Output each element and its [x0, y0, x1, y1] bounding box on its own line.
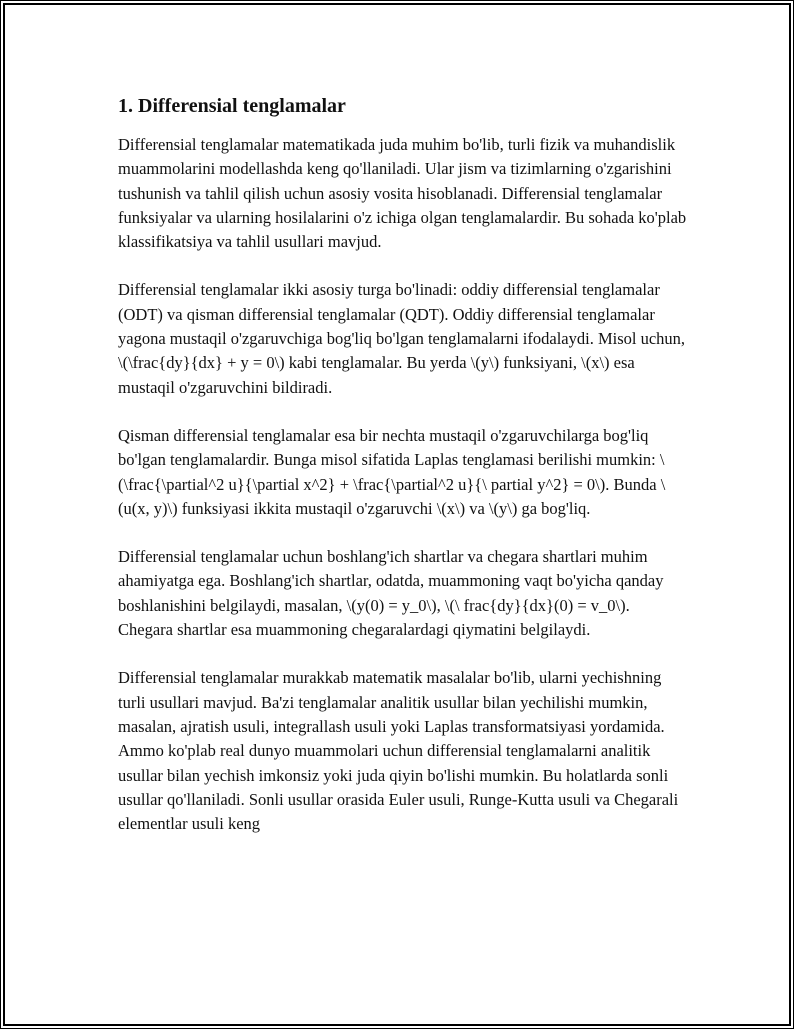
paragraph-conditions: Differensial tenglamalar uchun boshlang'ich shartlar va chegara shartlari muhim ahamiyatga ega. Boshlang'ich shartlar, odatda, muammoning vaqt bo'yicha qanday boshlanishini belgilaydi, masalan, \(y(0) = y_0\), \(\ frac{dy}{dx}(0) = v_0\). Chegara shartlar esa muammoning chegaralardagi qiymatini belgilaydi.: [118, 547, 664, 640]
paragraph-intro: Differensial tenglamalar matematikada juda muhim bo'lib, turli fizik va muhandislik muammolarini modellashda keng qo'llaniladi. Ular jism va tizimlarning o'zgarishini tushunish va tahlil qilish uchun asosiy vosita hisoblanadi. Differensial tenglamalar funksiyalar va ularning hosilalarini o'z ichiga olgan tenglamalardir. Bu sohada ko'plab klassifikatsiya va tahlil usullari mavjud.: [118, 135, 687, 252]
paragraph-partial: Qisman differensial tenglamalar esa bir nechta mustaqil o'zgaruvchilarga bog'liq bo'lgan tenglamalardir. Bunga misol sifatida Laplas tenglamasi berilishi mumkin: \(\frac{\partial^2 u}{\partial x^2} + \frac{\partial^2 u}{\ partial y^2} = 0\). Bunda \(u(x, y)\) funksiyasi ikkita mustaqil o'zgaruvchi \(x\) va \(y\) ga bog'liq.: [118, 425, 666, 518]
section-heading: 1. Differensial tenglamalar: [118, 95, 346, 117]
paragraph-types: Differensial tenglamalar ikki asosiy turga bo'linadi: oddiy differensial tenglamalar (ODT) va qisman differensial tenglamalar (QDT). Oddiy differensial tenglamalar yagona mustaqil o'zgaruvchiga bog'liq bo'lgan tenglamalarni ifodalaydi. Misol uchun, \(\frac{dy}{dx} + y = 0\) kabi tenglamalar. Bu yerda \(y\) funksiyani, \(x\) esa mustaqil o'zgaruvchini bildiradi.: [118, 280, 686, 397]
document-body: [118, 93, 688, 836]
paragraph-methods: Differensial tenglamalar murakkab matematik masalalar bo'lib, ularni yechishning turli usullari mavjud. Ba'zi tenglamalar analitik usullar bilan yechilishi mumkin, masalan, ajratish usuli, integrallash usuli yoki Laplas transformatsiyasi yordamida. Ammo ko'plab real dunyo muammolari uchun differensial tenglamalarni analitik usullar bilan yechish imkonsiz yoki juda qiyin bo'lishi mumkin. Bu holatlarda sonli usullar qo'llaniladi. Sonli usullar orasida Euler usuli, Runge-Kutta usuli va Chegarali elementlar usuli keng: [118, 668, 679, 834]
